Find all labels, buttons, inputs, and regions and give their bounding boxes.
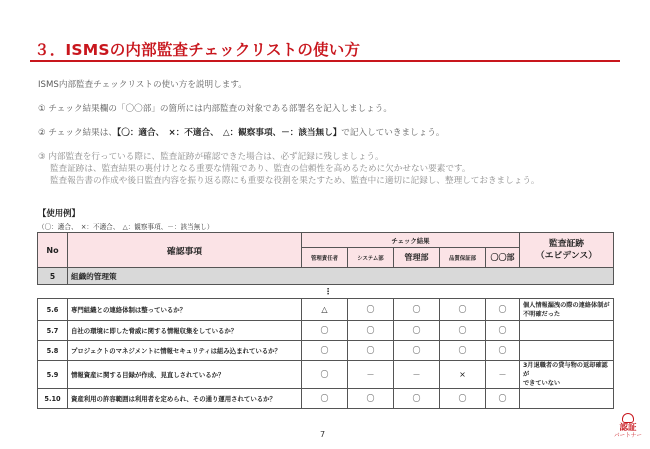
logo-text: 認証 bbox=[619, 423, 637, 433]
row-evidence bbox=[520, 299, 614, 321]
mark-cell: 〇 bbox=[302, 361, 348, 389]
slide-title: ３．ISMSの内部監査チェックリストの使い方 bbox=[34, 41, 361, 59]
mark-cell: 〇 bbox=[348, 389, 394, 409]
row-evidence bbox=[520, 361, 614, 389]
mark-cell: 〇 bbox=[348, 321, 394, 341]
example-legend: （〇：適合、 ×：不適合、 △：観察事項、－：該当無し） bbox=[38, 223, 214, 231]
row-question: 自社の環境に即した脅威に関する情報収集をしているか？ bbox=[68, 321, 302, 341]
mark-cell: 〇 bbox=[486, 341, 520, 361]
mark-cell: 〇 bbox=[348, 341, 394, 361]
header-no: No bbox=[38, 233, 68, 268]
mark-cell: 〇 bbox=[348, 299, 394, 321]
mark-cell: 〇 bbox=[486, 321, 520, 341]
header-dept: 〇〇部 bbox=[486, 248, 520, 268]
instruction-2-legend: 【〇：適合、 ×：不適合、 △：観察事項、－：該当無し】 bbox=[116, 128, 342, 138]
mark-cell: 〇 bbox=[394, 389, 440, 409]
mark-cell: 〇 bbox=[440, 321, 486, 341]
mark-cell: 〇 bbox=[394, 299, 440, 321]
instruction-3-line2: 監査証跡は、監査結果の裏付けとなる重要な情報であり、監査の信頼性を高めるために欠かせない要素です。 bbox=[50, 164, 471, 174]
row-question: 情報資産に関する目録が作成、見直しされているか？ bbox=[68, 361, 302, 389]
header-evidence bbox=[520, 233, 614, 268]
mark-cell: 〇 bbox=[440, 389, 486, 409]
badge-icon bbox=[622, 413, 634, 423]
table-row bbox=[38, 389, 614, 409]
row-evidence bbox=[520, 341, 614, 361]
row-no: 5.8 bbox=[38, 341, 68, 361]
instruction-2 bbox=[38, 127, 444, 139]
header-dept: 品質保証部 bbox=[440, 248, 486, 268]
intro-line: ISMS内部監査チェックリストの使い方を説明します。 bbox=[38, 80, 247, 90]
instruction-3-line3: 監査報告書の作成や後日監査内容を振り返る際にも重要な役割を果たすため、監査中に適切に記録し、整理しておきましょう。 bbox=[50, 176, 540, 186]
header-item: 確認事項 bbox=[68, 233, 302, 268]
mark-cell: 〇 bbox=[486, 299, 520, 321]
table-row bbox=[38, 299, 614, 321]
row-no: 5.10 bbox=[38, 389, 68, 409]
mark-cell: 〇 bbox=[486, 389, 520, 409]
example-label: 【使用例】 bbox=[38, 208, 80, 218]
row-question: プロジェクトのマネジメントに情報セキュリティは組み込まれているか？ bbox=[68, 341, 302, 361]
mark-cell: 〇 bbox=[394, 321, 440, 341]
header-check-result: チェック結果 bbox=[302, 233, 520, 248]
row-no: 5.9 bbox=[38, 361, 68, 389]
mark-cell: △ bbox=[302, 299, 348, 321]
row-evidence bbox=[520, 389, 614, 409]
header-evidence-title: 監査証跡 bbox=[548, 239, 585, 249]
mark-cell: 〇 bbox=[302, 341, 348, 361]
header-dept: 管理責任者 bbox=[302, 248, 348, 268]
table-row bbox=[38, 321, 614, 341]
mark-cell: 〇 bbox=[440, 341, 486, 361]
row-no: 5.7 bbox=[38, 321, 68, 341]
mark-cell: 〇 bbox=[440, 299, 486, 321]
mark-cell: × bbox=[440, 361, 486, 389]
checklist-table bbox=[37, 232, 614, 409]
header-dept: システム部 bbox=[348, 248, 394, 268]
mark-cell: 〇 bbox=[394, 341, 440, 361]
evidence-line: 不明確だった bbox=[523, 310, 561, 318]
row-evidence bbox=[520, 321, 614, 341]
page-number: 7 bbox=[320, 430, 326, 439]
instruction-1: ① チェック結果欄の「〇〇部」の箇所には内部監査の対象である部署名を記入しましょう。 bbox=[38, 104, 392, 114]
evidence-line: できていない bbox=[523, 380, 561, 387]
mark-cell: － bbox=[394, 361, 440, 389]
instruction-2-suffix: で記入していきましょう。 bbox=[341, 128, 445, 138]
mark-cell: 〇 bbox=[302, 321, 348, 341]
table-row bbox=[38, 341, 614, 361]
category-row bbox=[38, 268, 614, 285]
company-logo bbox=[609, 413, 647, 440]
mark-cell: － bbox=[348, 361, 394, 389]
logo-subtext: パートナー bbox=[614, 433, 642, 439]
row-no: 5.6 bbox=[38, 299, 68, 321]
table-row bbox=[38, 361, 614, 389]
category-no: 5 bbox=[38, 268, 68, 285]
row-question: 専門組織との連絡体制は整っているか？ bbox=[68, 299, 302, 321]
ellipsis: ⋮ bbox=[38, 285, 614, 299]
mark-cell: 〇 bbox=[302, 389, 348, 409]
category-name: 組織的管理策 bbox=[68, 268, 614, 285]
header-evidence-sub: （エビデンス） bbox=[535, 251, 598, 261]
header-dept: 管理部 bbox=[394, 248, 440, 268]
ellipsis-row bbox=[38, 285, 614, 299]
instruction-2-prefix: ② チェック結果は、 bbox=[38, 128, 117, 138]
row-question: 資産利用の許容範囲は利用者を定められ、その通り運用されているか？ bbox=[68, 389, 302, 409]
title-underline bbox=[30, 60, 620, 62]
evidence-line: 3月退職者の貸与物の返却確認が bbox=[523, 362, 608, 378]
evidence-line: 個人情報漏洩の際の連絡体制が bbox=[523, 301, 610, 309]
mark-cell: － bbox=[486, 361, 520, 389]
instruction-3-line1: ③ 内部監査を行っている際に、監査証跡が確認できた場合は、必ず記録に残しましょう。 bbox=[38, 152, 384, 162]
instruction-3 bbox=[38, 151, 540, 187]
